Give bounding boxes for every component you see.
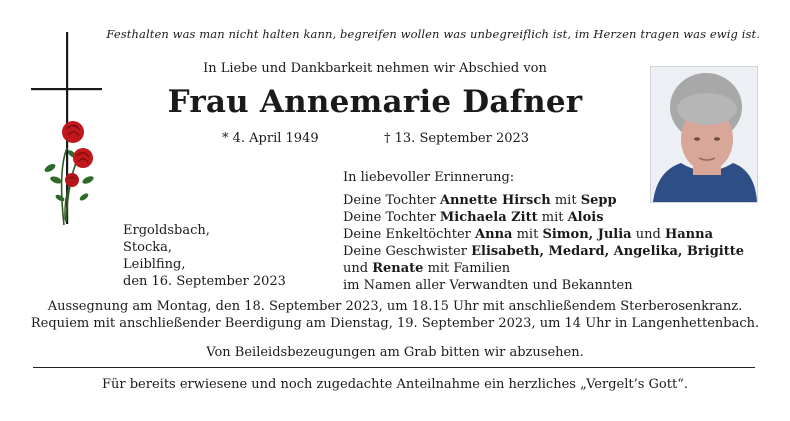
condolences-note: Von Beileidsbezeugungen am Grab bitten wir abzusehen. bbox=[206, 345, 584, 360]
portrait-photo bbox=[650, 66, 758, 203]
notice-date: den 16. September 2023 bbox=[123, 274, 286, 289]
funeral-details bbox=[0, 298, 790, 332]
family-line: Deine Geschwister Elisabeth, Medard, Angelika, Brigitte bbox=[343, 244, 745, 259]
funeral-line: Aussegnung am Montag, den 18. September 2023, um 18.15 Uhr mit anschließendem Sterberosenkranz. bbox=[47, 299, 743, 314]
roses-icon bbox=[43, 121, 94, 225]
thanks-line: Für bereits erwiesene und noch zugedachte Anteilnahme ein herzliches „Vergelt’s Gott“. bbox=[102, 377, 688, 392]
family-list bbox=[343, 192, 744, 294]
places-and-date bbox=[123, 222, 286, 290]
intro-line: In Liebe und Dankbarkeit nehmen wir Abschied von bbox=[203, 61, 547, 76]
divider bbox=[33, 367, 755, 368]
place-line: Stocka, bbox=[123, 240, 172, 255]
family-line: Deine Tochter Michaela Zitt mit Alois bbox=[343, 210, 604, 225]
birth-date: * 4. April 1949 bbox=[222, 131, 319, 146]
motto-quote: Festhalten was man nicht halten kann, begreifen wollen was unbegreiflich ist, im Herzen tragen was ewig ist. bbox=[106, 27, 760, 41]
family-line: im Namen aller Verwandten und Bekannten bbox=[343, 278, 633, 293]
place-line: Leiblfing, bbox=[123, 257, 186, 272]
family-line: Deine Tochter Annette Hirsch mit Sepp bbox=[343, 193, 617, 208]
death-date: † 13. September 2023 bbox=[384, 131, 530, 146]
deceased-name: Frau Annemarie Dafner bbox=[167, 84, 583, 120]
funeral-line: Requiem mit anschließender Beerdigung am Dienstag, 19. September 2023, um 14 Uhr in Langenhettenbach. bbox=[30, 316, 760, 331]
place-line: Ergoldsbach, bbox=[123, 223, 210, 238]
family-line: Deine Enkeltöchter Anna mit Simon, Julia und Hanna bbox=[343, 227, 713, 242]
cross-icon bbox=[28, 30, 108, 230]
family-line: und Renate mit Familien bbox=[343, 261, 511, 276]
memory-label: In liebevoller Erinnerung: bbox=[343, 170, 515, 185]
